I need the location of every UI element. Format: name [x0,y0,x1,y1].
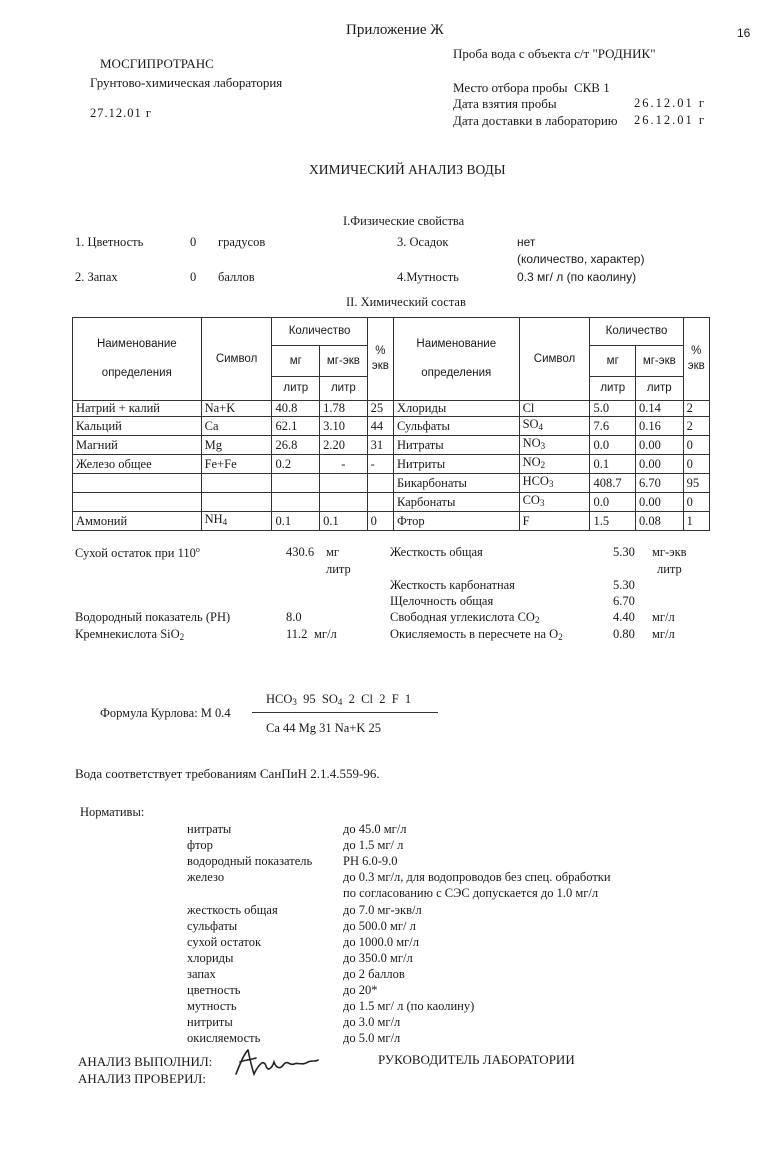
date-taken-label: Дата взятия пробы [453,96,557,111]
sediment-label: 3. Осадок [397,235,449,249]
oxidizability-unit: мг/л [652,627,675,641]
anion-symbol-cell: $HCO_3$ [519,474,590,493]
anion-symbol-cell: F [519,512,590,531]
organization-name: МОСГИПРОТРАНС [100,56,214,71]
anion-mgeq-cell: 0.00 [636,436,684,455]
anion-mg-cell: 408.7 [590,474,636,493]
anion-pct-cell: 95 [683,474,709,493]
table-row [73,474,710,493]
hardness-unit-top: мг-экв [652,545,687,559]
cation-mg-cell: 0.1 [272,512,320,531]
anion-mgeq-cell: 0.14 [636,401,684,417]
sample-place [453,80,610,96]
anion-name-cell: Сульфаты [394,417,520,436]
anion-mgeq-cell: 0.00 [636,455,684,474]
norm-value: до 350.0 мг/л [343,950,413,965]
anion-mg-cell: 0.0 [590,493,636,512]
cation-mgeq-cell: 2.20 [320,436,368,455]
anion-name-cell: Нитриты [394,455,520,474]
cation-pct-cell [367,493,393,512]
cation-name-cell [73,493,202,512]
lab-head-label: РУКОВОДИТЕЛЬ ЛАБОРАТОРИИ [378,1052,575,1067]
main-title: ХИМИЧЕСКИЙ АНАЛИЗ ВОДЫ [309,162,506,177]
chemical-table [72,317,710,531]
anion-symbol-cell: $CO_3$ [519,493,590,512]
cation-symbol-cell: Mg [201,436,272,455]
norm-name: мутность [187,999,237,1014]
norm-value: до 20* [343,983,378,997]
cation-pct-cell: 44 [367,417,393,436]
norm-name: сульфаты [187,918,238,933]
chemical-table-body [73,401,710,531]
color-unit: градусов [218,235,266,249]
color-value: 0 [190,235,197,249]
header-pct-left: % экв [367,318,393,401]
norm-value: до 2 баллов [343,966,405,981]
norm-value: до 1.5 мг/ л [343,838,404,853]
header-liter-2: литр [320,376,368,400]
appendix-title: Приложение Ж [346,22,444,38]
header-symbol-right: Символ [519,318,590,401]
sediment-note: (количество, характер) [517,252,645,266]
anion-mgeq-cell: 0.08 [636,512,684,531]
norm-value: до 1000.0 мг/л [343,934,419,949]
cation-mgeq-cell: 3.10 [320,417,368,436]
dry-residue-label: Сухой остаток при $110^о$ [75,545,200,561]
anion-mg-cell: 0.1 [590,455,636,474]
kurlov-denominator: Ca 44 Mg 31 Na+K 25 [266,721,382,735]
cation-mg-cell [272,474,320,493]
cation-symbol-cell: Ca [201,417,272,436]
norm-name: цветность [187,983,241,997]
kurlov-fraction-line [252,712,438,713]
hardness-unit-bottom: литр [657,562,682,576]
physical-section-title: I.Физические свойства [343,214,465,228]
cation-mgeq-cell [320,474,368,493]
cation-pct-cell: 0 [367,512,393,531]
cation-name-cell: Железо общее [73,455,202,474]
header-quantity-left: Количество [272,318,367,346]
hardness-label: Жесткость общая [390,545,483,559]
cation-name-cell: Магний [73,436,202,455]
cation-pct-cell: - [367,455,393,474]
anion-name-cell: Карбонаты [394,493,520,512]
sediment-value: нет [517,235,536,249]
cation-name-cell: Кальций [73,417,202,436]
ph-label: Водородный показатель (PH) [75,610,231,624]
norm-value: до 0.3 мг/л, для водопроводов без спец. обработки [343,870,611,885]
norm-name: нитриты [187,1015,233,1030]
free-co2-unit: мг/л [652,610,675,624]
anion-mgeq-cell: 0.00 [636,493,684,512]
norms-label: Нормативы: [80,805,145,819]
norm-name: железо [187,870,225,885]
norm-name: сухой остаток [187,934,262,949]
sample-place-value: СКВ 1 [573,80,610,95]
cation-pct-cell: 25 [367,401,393,417]
sample-label: Проба вода с объекта с/т "РОДНИК" [453,46,656,61]
header-name-right: Наименование определения [394,318,520,401]
date-taken-value: 26.12.01 г [634,96,707,110]
anion-pct-cell: 0 [683,436,709,455]
header-mgeq-right: мг-экв [636,346,684,376]
alkalinity-label: Щелочность общая [390,594,494,608]
smell-label: 2. Запах [75,270,118,284]
header-row-1 [73,318,710,346]
date-delivered-value: 26.12.01 г [634,113,707,127]
silica-value: 11.2 [286,627,308,641]
norm-value: по согласованию с СЭС допускается до 1.0 мг/л [343,886,599,901]
analysis-performed-label: АНАЛИЗ ВЫПОЛНИЛ: [78,1054,213,1069]
header-mg-left: мг [272,346,320,376]
norm-value: до 7.0 мг-экв/л [343,902,422,917]
date-delivered-label: Дата доставки в лабораторию [453,113,618,128]
cation-mgeq-cell: 0.1 [320,512,368,531]
carbonate-hardness-label: Жесткость карбонатная [390,578,515,592]
header-pct-right: % экв [683,318,709,401]
anion-pct-cell: 1 [683,512,709,531]
oxidizability-label: Окисляемость в пересчете на $O_2$ [390,627,563,642]
anion-name-cell: Бикарбонаты [394,474,520,493]
cation-symbol-cell: Fe+Fe [201,455,272,474]
silica-label: Кремнекислота SiO$_2$ [75,627,185,642]
cation-mgeq-cell: 1.78 [320,401,368,417]
oxidizability-value: 0.80 [613,627,635,641]
compliance-text: Вода соответствует требованиям СанПиН 2.1.4.559-96. [75,766,380,781]
dry-residue-unit-bottom: литр [326,562,351,576]
norm-value: до 1.5 мг/ л (по каолину) [343,999,475,1014]
signature-image [230,1046,320,1080]
norm-name: окисляемость [187,1031,261,1046]
table-row [73,493,710,512]
free-co2-label: Свободная углекислота $CO_2$ [390,610,540,625]
anion-symbol-cell: Cl [519,401,590,417]
anion-pct-cell: 2 [683,401,709,417]
color-label: 1. Цветность [75,235,144,249]
anion-mg-cell: 5.0 [590,401,636,417]
anion-mg-cell: 0.0 [590,436,636,455]
anion-name-cell: Хлориды [394,401,520,417]
cation-mgeq-cell: - [320,455,368,474]
norm-name: жесткость общая [187,902,278,917]
norm-value: PH 6.0-9.0 [343,854,398,869]
table-row [73,455,710,474]
cation-symbol-cell [201,474,272,493]
cation-mg-cell: 62.1 [272,417,320,436]
header-mgeq-left: мг-экв [320,346,368,376]
alkalinity-value: 6.70 [613,594,635,608]
table-row [73,436,710,455]
norm-value: до 3.0 мг/л [343,1015,401,1030]
anion-mgeq-cell: 6.70 [636,474,684,493]
smell-value: 0 [190,270,197,284]
norm-value: до 45.0 мг/л [343,822,407,836]
anion-symbol-cell: $SO_4$ [519,417,590,436]
header-liter-1: литр [272,376,320,400]
anion-symbol-cell: $NO_3$ [519,436,590,455]
hardness-value: 5.30 [613,545,635,559]
silica-unit: мг/л [314,627,337,641]
anion-name-cell: Фтор [394,512,520,531]
header-symbol-left: Символ [201,318,272,401]
table-row [73,512,710,531]
header-liter-4: литр [636,376,684,400]
norm-name: запах [187,966,216,981]
anion-mgeq-cell: 0.16 [636,417,684,436]
turbidity-label: 4.Мутность [397,270,459,284]
anion-pct-cell: 2 [683,417,709,436]
page-number: 16 [737,26,751,40]
norm-name: хлориды [187,950,234,965]
free-co2-value: 4.40 [613,610,635,624]
norm-name: нитраты [187,822,232,836]
table-row [73,417,710,436]
dry-residue-unit-top: мг [326,545,340,559]
cation-name-cell [73,474,202,493]
anion-mg-cell: 1.5 [590,512,636,531]
norm-value: до 500.0 мг/ л [343,918,416,933]
laboratory-name: Грунтово-химическая лаборатория [90,75,283,90]
norm-value: до 5.0 мг/л [343,1031,401,1046]
kurlov-label: Формула Курлова: М 0.4 [100,706,231,720]
cation-symbol-cell [201,493,272,512]
anion-pct-cell: 0 [683,455,709,474]
cation-symbol-cell: Na+K [201,401,272,417]
carbonate-hardness-value: 5.30 [613,578,635,592]
sample-place-label: Место отбора пробы [453,80,568,95]
cation-mg-cell: 26.8 [272,436,320,455]
dry-residue-value: 430.6 [286,545,315,559]
norm-name: фтор [187,838,213,853]
analysis-checked-label: АНАЛИЗ ПРОВЕРИЛ: [78,1071,206,1086]
cation-symbol-cell: $NH_4$ [201,512,272,531]
turbidity-value: 0.3 мг/ л (по каолину) [517,270,637,284]
anion-symbol-cell: $NO_2$ [519,455,590,474]
cation-pct-cell [367,474,393,493]
anion-mg-cell: 7.6 [590,417,636,436]
cation-mg-cell: 40.8 [272,401,320,417]
anion-name-cell: Нитраты [394,436,520,455]
smell-unit: баллов [218,270,255,284]
kurlov-numerator: $HCO_3$ 95 $SO_4$ 2 Cl 2 F 1 [266,692,412,707]
cation-mg-cell: 0.2 [272,455,320,474]
chemical-section-title: II. Химический состав [346,295,466,309]
cation-mgeq-cell [320,493,368,512]
table-row [73,401,710,417]
cation-mg-cell [272,493,320,512]
norm-name: водородный показатель [187,854,313,869]
ph-value: 8.0 [286,610,302,624]
cation-name-cell: Натрий + калий [73,401,202,417]
header-liter-3: литр [590,376,636,400]
report-date: 27.12.01 г [90,106,153,120]
anion-pct-cell: 0 [683,493,709,512]
cation-pct-cell: 31 [367,436,393,455]
header-name-left: Наименование определения [73,318,202,401]
cation-name-cell: Аммоний [73,512,202,531]
header-quantity-right: Количество [590,318,683,346]
header-mg-right: мг [590,346,636,376]
